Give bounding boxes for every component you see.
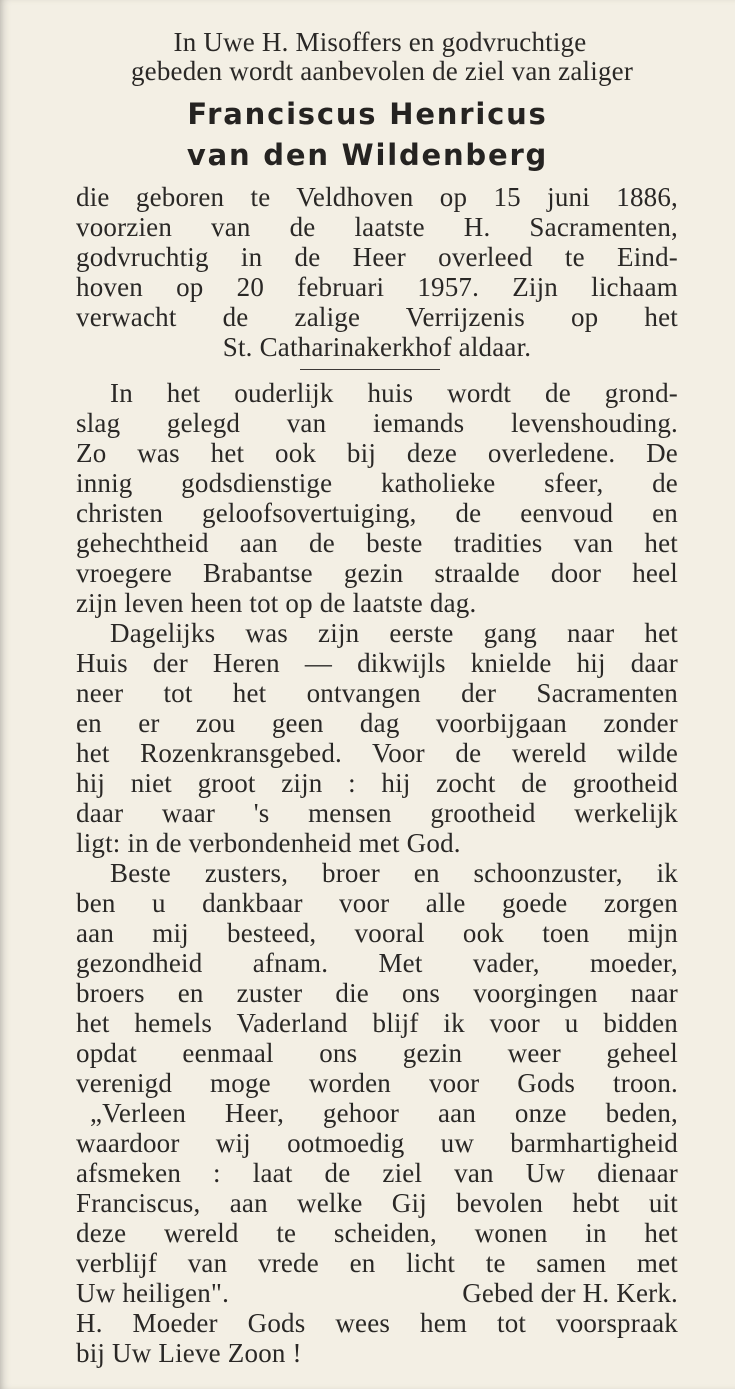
biography-line-3: godvruchtig in de Heer overleed te Eind- xyxy=(76,242,678,272)
paragraph1-line-4: innig godsdienstige katholieke sfeer, de xyxy=(76,468,678,498)
intro-line-1: In Uwe H. Misoffers en godvruchtige xyxy=(173,27,587,57)
closing-line-1: H. Moeder Gods wees hem tot voorspraak xyxy=(76,1308,678,1338)
paragraph1-line-5: christen geloofsovertuiging, de eenvoud en xyxy=(76,498,678,528)
paragraph2-line-7: daar waar 's mensen grootheid werkelijk xyxy=(76,798,678,828)
paragraph3-line-7: opdat eenmaal ons gezin weer geheel xyxy=(76,1038,678,1068)
prayer-line-1: „Verleen Heer, gehoor aan onze beden, xyxy=(90,1098,678,1128)
paragraph3-line-3: aan mij besteed, vooral ook toen mijn xyxy=(76,918,678,948)
paragraph3-line-2: ben u dankbaar voor alle goede zorgen xyxy=(76,888,678,918)
prayer-line-3: afsmeken : laat de ziel van Uw dienaar xyxy=(76,1158,678,1188)
prayer-line-4: Franciscus, aan welke Gij bevolen hebt uit xyxy=(76,1188,678,1218)
paragraph2-line-8: ligt: in de verbondenheid met God. xyxy=(76,828,461,858)
biography-line-5: verwacht de zalige Verrijzenis op het xyxy=(76,302,678,332)
section-divider xyxy=(300,369,440,370)
prayer-ending: Uw heiligen". xyxy=(76,1278,230,1308)
paragraph1-line-3: Zo was het ook bij deze overledene. De xyxy=(76,438,678,468)
deceased-first-names: Franciscus Henricus xyxy=(187,97,548,131)
paragraph3-line-1: Beste zusters, broer en schoonzuster, ik xyxy=(110,858,678,888)
deceased-surname: van den Wildenberg xyxy=(186,138,549,172)
paragraph2-line-5: het Rozenkransgebed. Voor de wereld wilde xyxy=(76,738,678,768)
paragraph1-line-8: zijn leven heen tot op de laatste dag. xyxy=(76,588,477,618)
biography-line-2: voorzien van de laatste H. Sacramenten, xyxy=(76,212,678,242)
paragraph2-line-1: Dagelijks was zijn eerste gang naar het xyxy=(110,618,678,648)
prayer-line-5: deze wereld te scheiden, wonen in het xyxy=(76,1218,678,1248)
paragraph2-line-2: Huis der Heren — dikwijls knielde hij daar xyxy=(76,648,678,678)
prayer-line-2: waardoor wij ootmoedig uw barmhartigheid xyxy=(76,1128,678,1158)
paragraph1-line-1: In het ouderlijk huis wordt de grond- xyxy=(110,378,678,408)
paragraph3-line-8: verenigd moge worden voor Gods troon. xyxy=(76,1068,678,1098)
intro-line-2: gebeden wordt aanbevolen de ziel van zaliger xyxy=(130,56,634,86)
paragraph2-line-3: neer tot het ontvangen der Sacramenten xyxy=(76,678,678,708)
paragraph3-line-4: gezondheid afnam. Met vader, moeder, xyxy=(76,948,678,978)
paragraph1-line-2: slag gelegd van iemands levenshouding. xyxy=(76,408,678,438)
paragraph2-line-6: hij niet groot zijn : hij zocht de grootheid xyxy=(76,768,678,798)
paragraph2-line-4: en er zou geen dag voorbijgaan zonder xyxy=(76,708,678,738)
paragraph1-line-7: vroegere Brabantse gezin straalde door heel xyxy=(76,558,678,588)
biography-line-1: die geboren te Veldhoven op 15 juni 1886, xyxy=(76,182,678,212)
prayer-line-6: verblijf van vrede en licht te samen met xyxy=(76,1248,678,1278)
closing-line-2: bij Uw Lieve Zoon ! xyxy=(76,1338,302,1368)
paragraph3-line-5: broers en zuster die ons voorgingen naar xyxy=(76,978,678,1008)
prayer-source: Gebed der H. Kerk. xyxy=(462,1278,678,1308)
prayer-line-7 xyxy=(76,1278,678,1308)
paragraph3-line-6: het hemels Vaderland blijf ik voor u bidden xyxy=(76,1008,678,1038)
biography-line-4: hoven op 20 februari 1957. Zijn lichaam xyxy=(76,272,678,302)
paragraph1-line-6: gehechtheid aan de beste tradities van het xyxy=(76,528,678,558)
biography-line-6: St. Catharinakerkhof aldaar. xyxy=(222,332,532,362)
